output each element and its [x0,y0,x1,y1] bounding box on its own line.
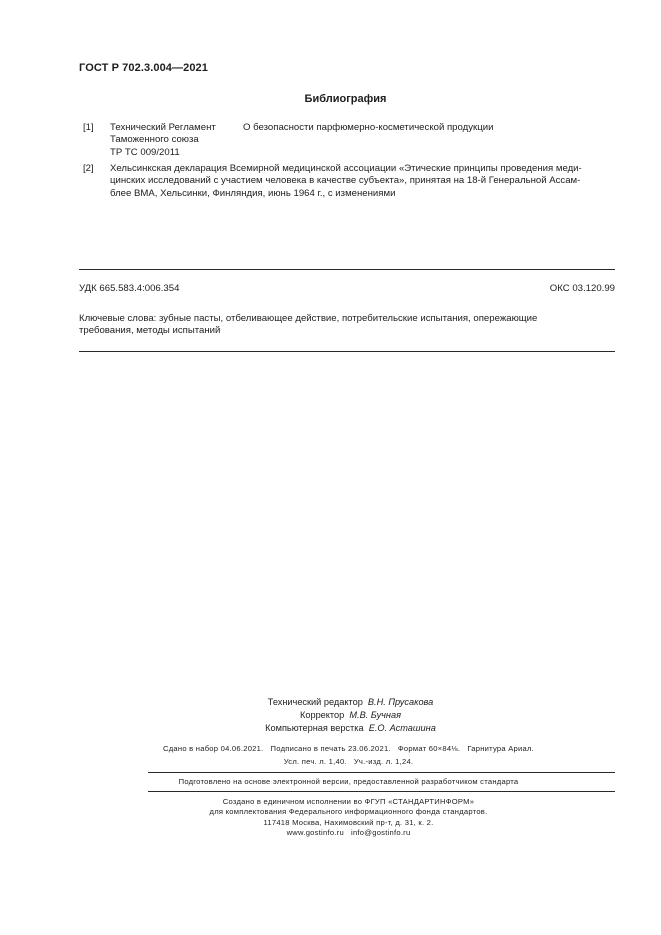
imprint-divider-bottom [148,791,615,792]
divider-bottom [79,351,615,352]
credit-name: Е.О. Асташина [368,723,436,733]
reference-number: [2] [83,163,94,174]
reference-line: Хельсинкская декларация Всемирной медицинской ассоциации «Этические принципы проведения меди- [110,163,582,174]
reference-description: О безопасности парфюмерно-косметической продукции [243,122,494,133]
publisher-address: 117418 Москва, Нахимовский пр-т, д. 31, к. 2. [263,817,434,827]
credit-corrector [40,709,661,722]
udc-code: УДК 665.583.4:006.354 [79,283,180,294]
reference-number: [1] [83,122,94,133]
reference-document-line: Таможенного союза [110,134,199,146]
divider-top [79,269,615,270]
publisher-website-link[interactable]: www.gostinfo.ru [286,827,344,837]
credit-role: Технический редактор [267,697,363,707]
reference-document [110,122,240,159]
bibliography-title: Библиография [304,93,387,105]
credit-name: В.Н. Прусакова [367,697,434,707]
publisher-email-link[interactable]: info@gostinfo.ru [351,827,411,837]
reference-document-line: ТР ТС 009/2011 [110,146,180,158]
reference-document-line: Технический Регламент [110,122,216,133]
publisher-line: для комплектования Федерального информационного фонда стандартов. [209,807,488,817]
credit-layout [40,722,661,735]
publisher-line: Создано в единичном исполнении во ФГУП «СТАНДАРТИНФОРМ» [222,797,475,806]
reference-body [110,163,615,200]
publisher-contacts [36,828,661,838]
standard-code: ГОСТ Р 702.3.004—2021 [79,62,208,74]
keywords [79,313,615,338]
imprint-divider-top [148,772,615,773]
credit-tech-editor [40,696,661,709]
reference-line: цинских исследований с участием человека в качестве субъекта», принятая на 18-й Генеральной Ассам- [110,175,581,187]
oks-code: ОКС 03.120.99 [549,283,615,294]
credit-name: М.В. Бучная [349,710,401,720]
prepared-note: Подготовлено на основе электронной версии, предоставленной разработчиком стандарта [178,777,519,786]
keywords-line: Ключевые слова: зубные пасты, отбеливающее действие, потребительские испытания, опережающие [79,313,538,324]
credit-role: Компьютерная верстка [265,723,364,733]
print-info-line: Усл. печ. л. 1,40. Уч.-изд. л. 1,24. [283,757,414,767]
credit-role: Корректор [300,710,345,720]
credits [0,696,661,735]
print-info [0,744,661,768]
print-info-line: Сдано в набор 04.06.2021. Подписано в печать 23.06.2021. Формат 60×84⅛. Гарнитура Ариал. [162,744,535,753]
keywords-line: требования, методы испытаний [79,325,221,337]
publisher-info [0,797,661,838]
reference-line: блее ВМА, Хельсинки, Финляндия, июнь 1964 г., с изменениями [110,187,396,199]
